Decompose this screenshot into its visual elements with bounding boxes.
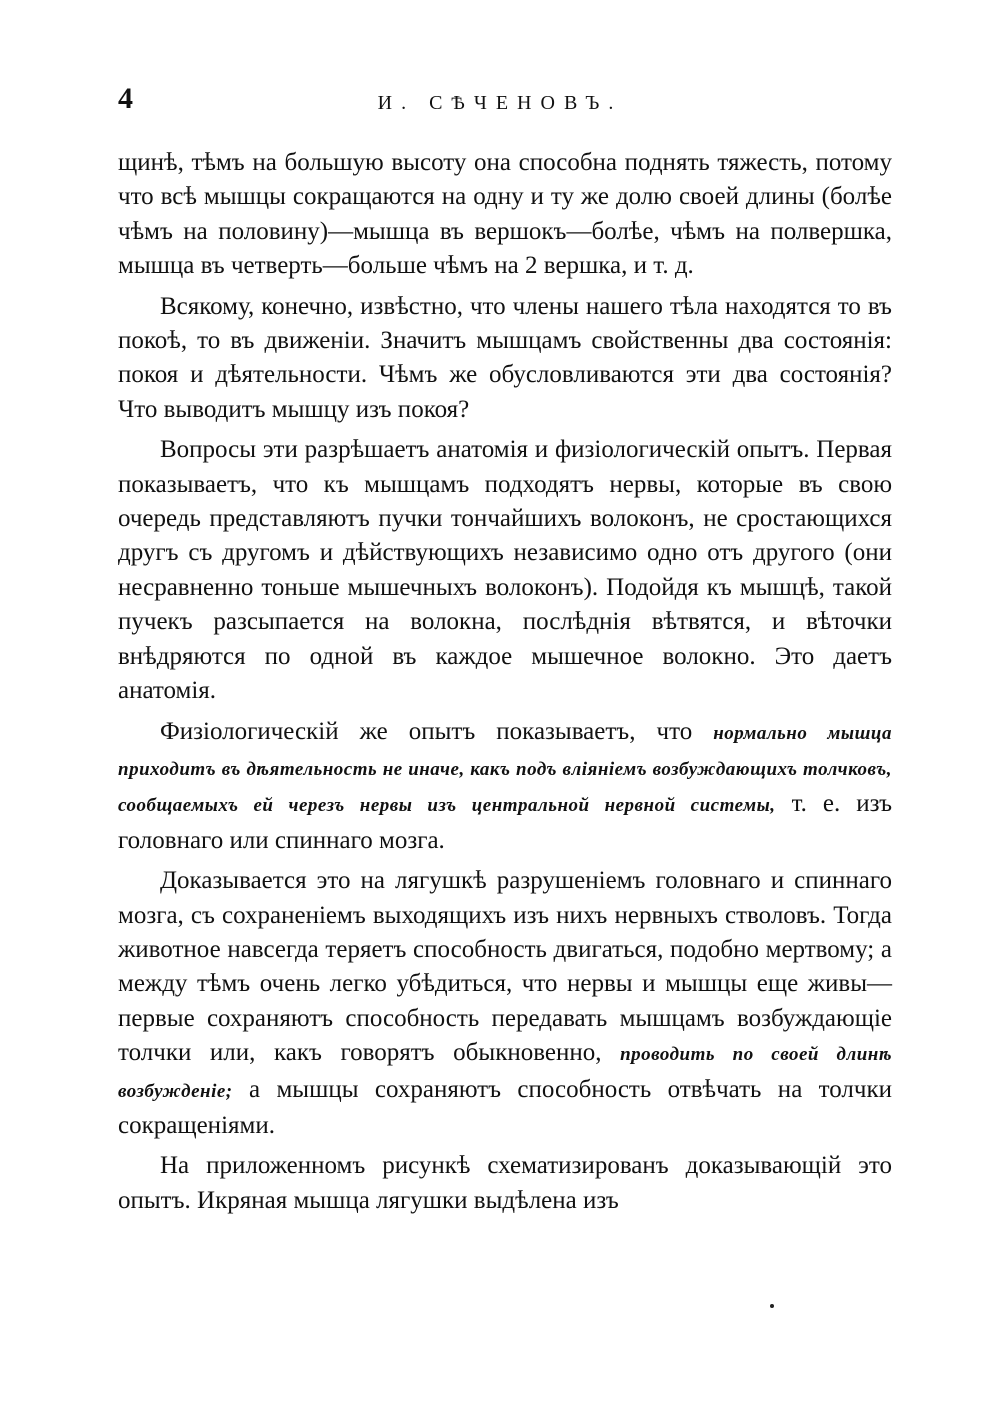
paragraph — [118, 864, 892, 1143]
paragraph-text: Доказывается это на лягушкѣ разрушеніемъ головнаго и спиннаго мозга, съ сохраненіемъ выходящихъ изъ нихъ нервныхъ стволовъ. Тогда животное навсегда теряетъ способность двигаться, подобно мертвому; а между тѣмъ очень легко убѣдиться, что нервы и мышцы еще живы—первые сохраняютъ способность передавать мышцамъ возбуждающіе толчки или, какъ говорятъ обыкновенно, — [118, 867, 892, 1067]
paragraph: Всякому, конечно, извѣстно, что члены нашего тѣла находятся то въ покоѣ, то въ движеніи. Значитъ мышцамъ свойственны два состоянія: покоя и дѣятельности. Чѣмъ же обусловливаются эти два состоянія? Что выводитъ мышцу изъ покоя? — [118, 292, 892, 423]
paragraph: Вопросы эти разрѣшаетъ анатомія и физіологическій опытъ. Первая показываетъ, что къ мышцамъ подходятъ нервы, которые въ свою очередь представляютъ пучки тончайшихъ волоконъ, не сростающихся другъ съ другомъ и дѣйствующихъ независимо одно отъ другого (они несравненно тоньше мышечныхъ волоконъ). Подойдя къ мышцѣ, такой пучекъ разсыпается на волокна, послѣднія вѣтвятся, и вѣточки внѣдряются по одной въ каждое мышечное волокно. Это даетъ анатомія. — [118, 436, 892, 705]
emphasized-text: проводить по своей длинѣ возбужденіе; — [118, 1044, 892, 1102]
paragraph: щинѣ, тѣмъ на большую высоту она способна поднять тяжесть, потому что всѣ мышцы сокращаются на одну и ту же долю своей длины (болѣе чѣмъ на половину)—мышца въ вершокъ—болѣе, чѣмъ на полвершка, мышца въ четверть—больше чѣмъ на 2 вершка, и т. д. — [118, 149, 892, 280]
paragraph-text: Физіологическій же опытъ показываетъ, что — [160, 717, 714, 745]
body-text — [118, 146, 892, 1224]
emphasized-text: нормально мышца приходитъ въ дѣятельность не иначе, какъ подъ вліяніемъ возбуждающихъ толчковъ, сообщаемыхъ ей черезъ нервы изъ центральной нервной системы, — [118, 722, 892, 817]
paragraph — [118, 715, 892, 859]
paragraph-text: т. е. изъ головнаго или спиннаго мозга. — [118, 790, 893, 854]
running-title: И. СѢЧЕНОВЪ. — [377, 92, 623, 114]
print-speck — [770, 1304, 774, 1308]
paragraph-text: а мышцы сохраняютъ способность отвѣчать на толчки сокращеніями. — [118, 1075, 892, 1139]
page-number: 4 — [118, 82, 133, 115]
paragraph: На приложенномъ рисункѣ схематизированъ доказывающій это опытъ. Икряная мышца лягушки выдѣлена изъ — [118, 1152, 892, 1214]
